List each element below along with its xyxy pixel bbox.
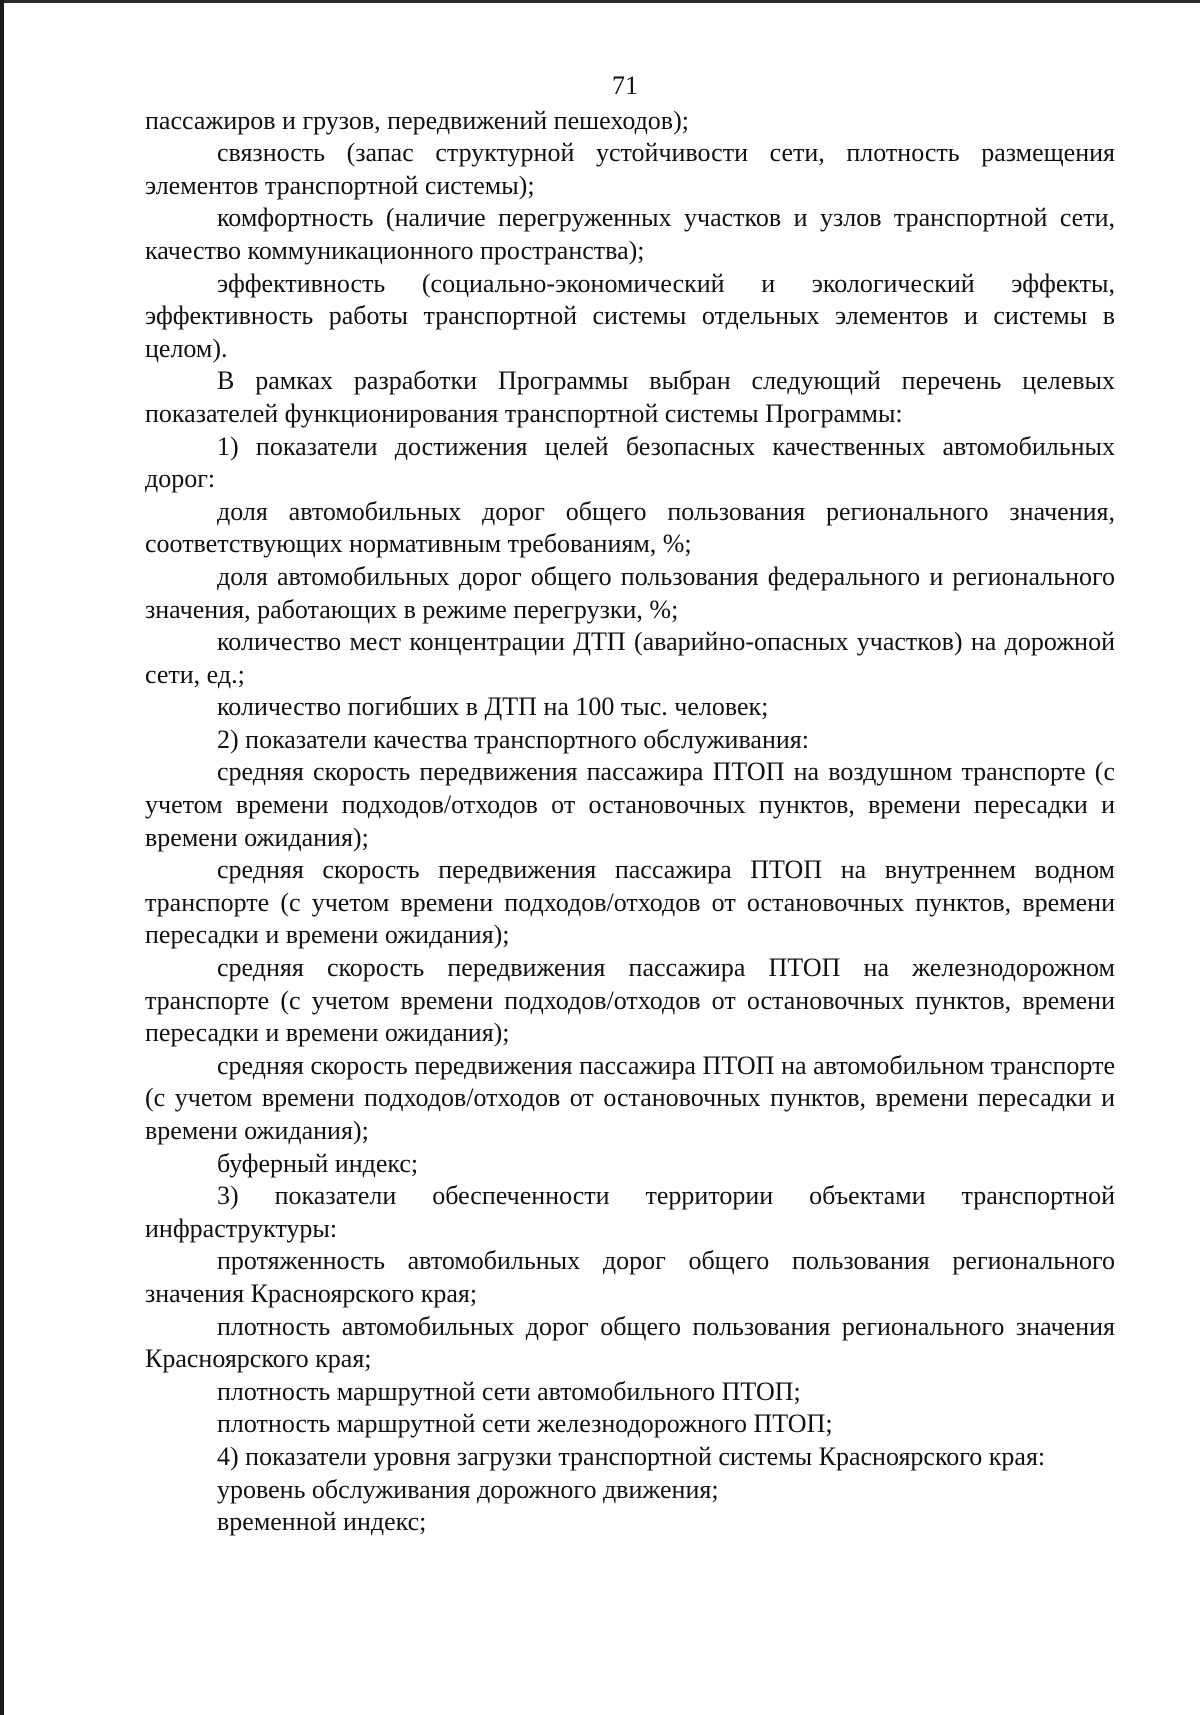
paragraph: эффективность (социально-экономический и экологический эффекты, эффективность работы транспортной системы отдельных элементов и системы в целом). — [145, 268, 1115, 363]
paragraph: 3) показатели обеспеченности территории объектами транспортной инфраструктуры: — [145, 1181, 1115, 1243]
page-number: 71 — [612, 71, 638, 100]
paragraph: средняя скорость передвижения пассажира ПТОП на внутреннем водном транспорте (с учетом времени подходов/отходов от остановочных пунктов, времени пересадки и времени ожидания); — [145, 855, 1115, 950]
paragraph: средняя скорость передвижения пассажира ПТОП на автомобильном транспорте (с учетом времени подходов/отходов от остановочных пунктов, времени пересадки и времени ожидания); — [145, 1050, 1115, 1145]
paragraph: комфортность (наличие перегруженных участков и узлов транспортной сети, качество коммуникационного пространства); — [145, 203, 1115, 265]
paragraph: В рамках разработки Программы выбран следующий перечень целевых показателей функционирования транспортной системы Программы: — [145, 366, 1115, 428]
paragraph: временной индекс; — [217, 1507, 427, 1537]
paragraph: 2) показатели качества транспортного обслуживания: — [217, 724, 809, 754]
paragraph: протяженность автомобильных дорог общего пользования регионального значения Красноярского края; — [145, 1246, 1115, 1308]
paragraph: плотность маршрутной сети автомобильного ПТОП; — [217, 1376, 801, 1406]
paragraph: плотность маршрутной сети железнодорожного ПТОП; — [217, 1409, 833, 1439]
document-page — [145, 70, 1115, 1539]
paragraph: пассажиров и грузов, передвижений пешеходов); — [145, 105, 689, 135]
paragraph: плотность автомобильных дорог общего пользования регионального значения Красноярского края; — [145, 1311, 1115, 1374]
paragraph: буферный индекс; — [217, 1148, 419, 1178]
paragraph: средняя скорость передвижения пассажира ПТОП на железнодорожном транспорте (с учетом времени подходов/отходов от остановочных пунктов, времени пересадки и времени ожидания); — [145, 953, 1115, 1048]
scan-left-edge — [0, 0, 4, 1715]
document-body — [145, 105, 1115, 1539]
paragraph: 4) показатели уровня загрузки транспортной системы Красноярского края: — [217, 1441, 1046, 1471]
paragraph: связность (запас структурной устойчивости сети, плотность размещения элементов транспортной системы); — [145, 138, 1115, 200]
paragraph: средняя скорость передвижения пассажира ПТОП на воздушном транспорте (с учетом времени подходов/отходов от остановочных пунктов, времени пересадки и времени ожидания); — [145, 757, 1115, 852]
paragraph: доля автомобильных дорог общего пользования регионального значения, соответствующих нормативным требованиям, %; — [145, 496, 1115, 559]
paragraph: количество мест концентрации ДТП (аварийно-опасных участков) на дорожной сети, ед.; — [145, 627, 1115, 689]
paragraph: 1) показатели достижения целей безопасных качественных автомобильных дорог: — [145, 431, 1115, 494]
paragraph: доля автомобильных дорог общего пользования федерального и регионального значения, работающих в режиме перегрузки, %; — [145, 561, 1115, 624]
paragraph: уровень обслуживания дорожного движения; — [217, 1474, 719, 1504]
paragraph: количество погибших в ДТП на 100 тыс. человек; — [217, 692, 769, 722]
scan-top-edge — [0, 0, 1200, 3]
